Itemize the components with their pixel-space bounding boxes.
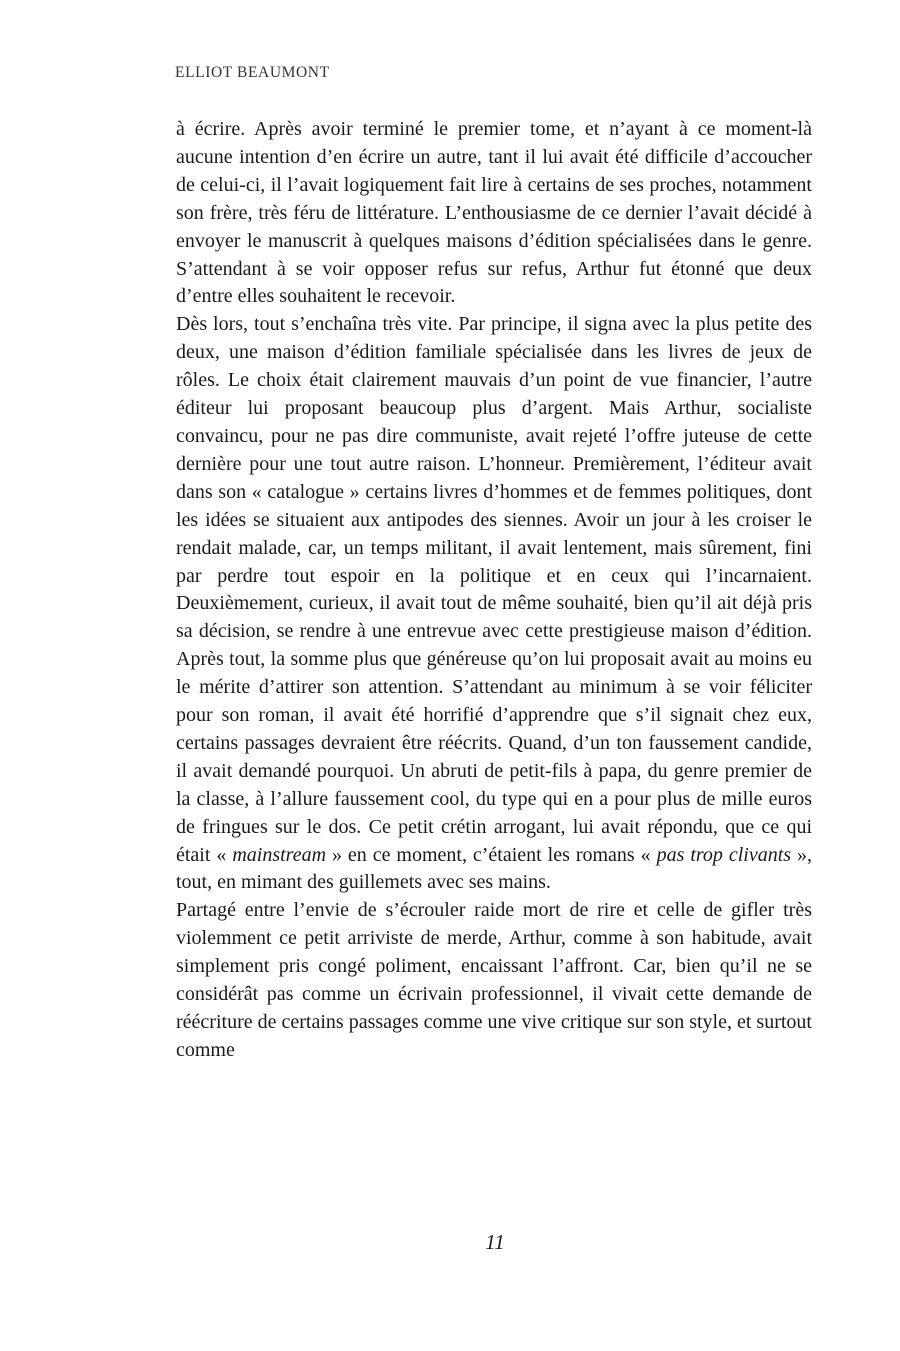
paragraph-2-part-2: » en ce moment, c’étaient les romans « [326, 843, 657, 866]
paragraph-2-part-1: Dès lors, tout s’enchaîna très vite. Par principe, il signa avec la plus petite des deux, une maison d’édition familiale spécialisée dans les livres de jeux de rôles. Le choix était clairement mauvais d’un point de vue financier, l’autre éditeur lui proposant beaucoup plus d’argent. Mais Arthur, socialiste convaincu, pour ne pas dire communiste, avait rejeté l’offre juteuse de cette dernière pour une tout autre raison. L’honneur. Premièrement, l’éditeur avait dans son « catalogue » certains livres d’hommes et de femmes politiques, dont les idées se situaient aux antipodes des siennes. Avoir un jour à les croiser le rendait malade, car, un temps militant, il avait lentement, mais sûrement, fini par perdre tout espoir en la politique et en ceux qui l’incarnaient. Deuxièmement, curieux, il avait tout de même souhaité, bien qu’il ait déjà pris sa décision, se rendre à une entrevue avec cette prestigieuse maison d’édition. Après tout, la somme plus que généreuse qu’on lui proposait avait au moins eu le mérite d’attirer son attention. S’attendant au minimum à se voir féliciter pour son roman, il avait été horrifié d’apprendre que s’il signait chez eux, certains passages devraient être réécrits. Quand, d’un ton faussement candide, il avait demandé pourquoi. Un abruti de petit-fils à papa, du genre premier de la classe, à l’allure faussement cool, du type qui en a pour plus de mille euros de fringues sur le dos. Ce petit crétin arrogant, lui avait répondu, que ce qui était « [176, 313, 812, 866]
paragraph-2-part-3: », tout, en mimant des guillemets avec ses mains. [176, 843, 813, 894]
body-text [176, 116, 812, 1065]
paragraph-2 [176, 311, 812, 897]
paragraph-2-italic-mainstream: mainstream [232, 843, 327, 866]
running-head: ELLIOT BEAUMONT [175, 64, 330, 81]
paragraph-1: à écrire. Après avoir terminé le premier tome, et n’ayant à ce moment-là aucune intention d’en écrire un autre, tant il lui avait été difficile d’accoucher de celui-ci, il l’avait logiquement fait lire à certains de ses proches, notamment son frère, très féru de littérature. L’enthousiasme de ce dernier l’avait décidé à envoyer le manuscrit à quelques maisons d’édition spécialisées dans le genre. S’attendant à se voir opposer refus sur refus, Arthur fut étonné que deux d’entre elles souhaitent le recevoir. [176, 118, 812, 308]
paragraph-2-italic-clivants: pas trop clivants [656, 843, 792, 866]
page-number: 11 [485, 1230, 505, 1254]
paragraph-3: Partagé entre l’envie de s’écrouler raide mort de rire et celle de gifler très violemment ce petit arriviste de merde, Arthur, comme à son habitude, avait simplement pris congé poliment, encaissant l’affront. Car, bien qu’il ne se considérât pas comme un écrivain professionnel, il vivait cette demande de réécriture de certains passages comme une vive critique sur son style, et surtout comme [176, 899, 812, 1061]
